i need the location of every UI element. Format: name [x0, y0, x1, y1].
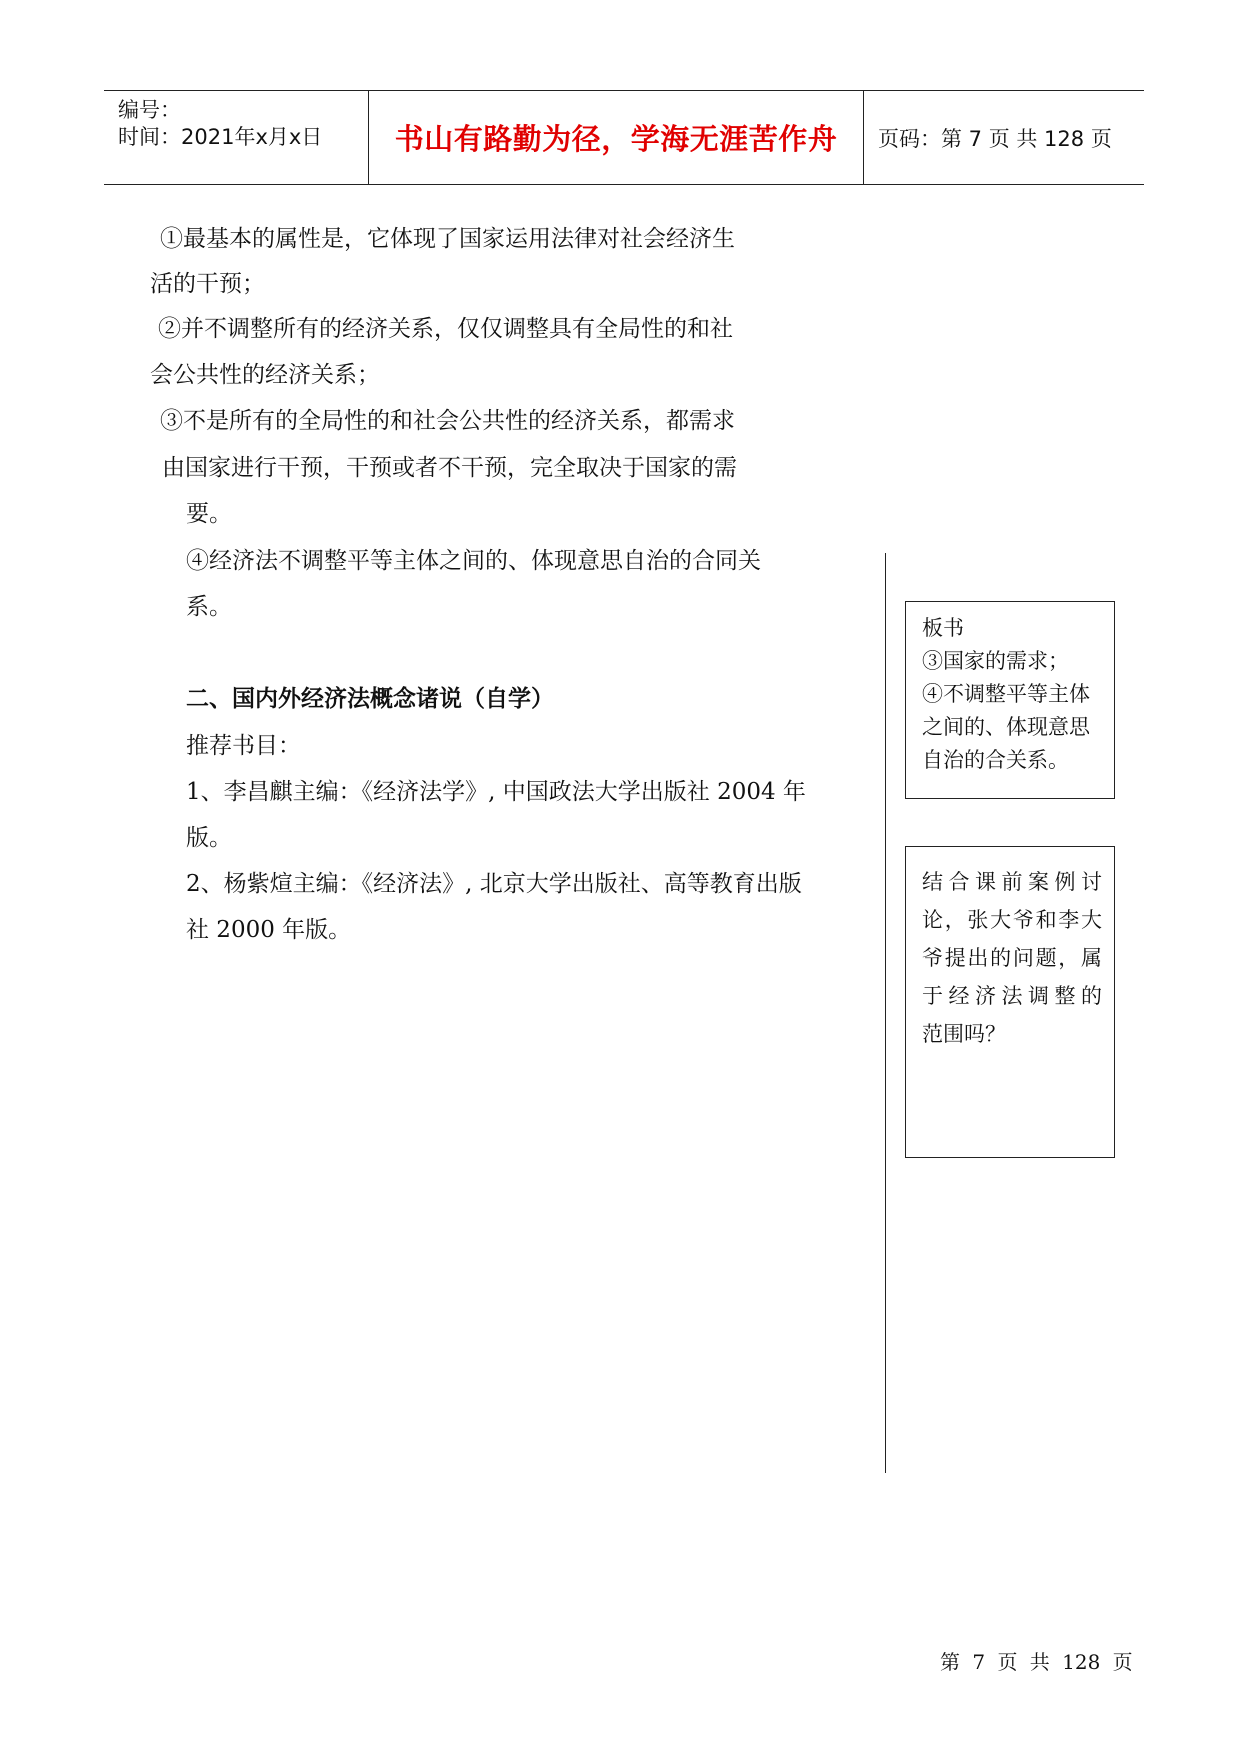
box1-line: ④不调整平等主体 — [922, 682, 1090, 706]
number-label: 编号： — [118, 98, 181, 122]
box2-line: 结合课前案例讨 — [922, 870, 1102, 894]
paragraph-1-line-2: 活的干预； — [150, 271, 265, 297]
header-page-cell — [864, 91, 1144, 184]
time-label: 时间：2021年x月x日 — [118, 125, 323, 149]
margin-divider — [885, 553, 886, 1473]
box2-line: 于经济法调整的 — [922, 984, 1102, 1008]
paragraph-3-line-1: ③不是所有的全局性的和社会公共性的经济关系，都需求 — [160, 408, 735, 434]
box1-line: 板书 — [922, 616, 964, 640]
paragraph-4-line-2: 系。 — [186, 594, 232, 620]
box2-line: 范围吗？ — [922, 1022, 1006, 1046]
motto-text: 书山有路勤为径，学海无涯苦作舟 — [394, 122, 838, 156]
box1-line: 自治的合关系。 — [922, 748, 1069, 772]
box2-line: 爷提出的问题，属 — [922, 946, 1102, 970]
header-meta-cell — [104, 91, 369, 184]
page-info: 页码：第 7 页 共 128 页 — [878, 126, 1112, 151]
paragraph-2-line-2: 会公共性的经济关系； — [150, 362, 380, 388]
paragraph-4-line-1: ④经济法不调整平等主体之间的、体现意思自治的合同关 — [186, 548, 761, 574]
paragraph-3-line-3: 要。 — [186, 501, 232, 527]
header-table — [104, 90, 1144, 185]
section-2-heading: 二、国内外经济法概念诸说（自学） — [186, 686, 554, 712]
box1-line: 之间的、体现意思 — [922, 715, 1090, 739]
paragraph-2-line-1: ②并不调整所有的经济关系，仅仅调整具有全局性的和社 — [158, 316, 733, 342]
header-motto-cell — [369, 91, 864, 184]
blackboard-notes-box — [905, 601, 1115, 799]
discussion-question-box — [905, 846, 1115, 1158]
page-footer: 第 7 页 共 128 页 — [940, 1650, 1133, 1674]
paragraph-3-line-2: 由国家进行干预，干预或者不干预，完全取决于国家的需 — [162, 455, 737, 481]
book-2-line-2: 社 2000 年版。 — [186, 917, 352, 943]
book-1-line-2: 版。 — [186, 825, 232, 851]
paragraph-1-line-1: ①最基本的属性是，它体现了国家运用法律对社会经济生 — [160, 226, 735, 252]
recommended-books-label: 推荐书目： — [186, 733, 301, 759]
box2-line: 论，张大爷和李大 — [922, 908, 1102, 932]
box1-line: ③国家的需求； — [922, 649, 1069, 673]
book-1-line-1: 1、李昌麒主编：《经济法学》, 中国政法大学出版社 2004 年 — [186, 779, 806, 805]
book-2-line-1: 2、杨紫煊主编：《经济法》, 北京大学出版社、高等教育出版 — [186, 871, 802, 897]
